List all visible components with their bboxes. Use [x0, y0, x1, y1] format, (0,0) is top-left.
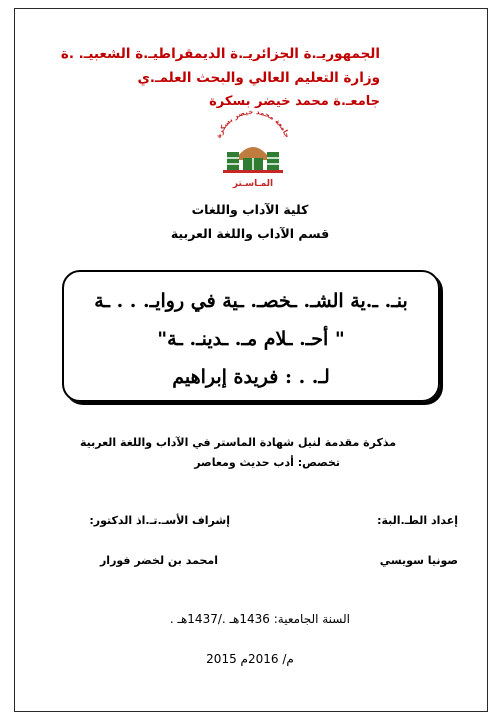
- gregorian-date: 2015 م/ 2016م: [206, 652, 294, 666]
- svg-text:جامعة محمد خيضر بسكرة: [215, 108, 292, 139]
- republic-line: الجمهوريـ.ة الجزائريـ.ة الديمقراطيـ.ة الشعبيـ. .ة: [60, 46, 380, 62]
- title-line-2: " أحـ. ـلام مـ. ـدينـ. ـة": [157, 328, 345, 350]
- memo-specialty: تخصص: أدب حديث ومعاصر: [194, 456, 340, 469]
- supervisor-label: إشراف الأسـ.تـ.اذ الدكتور:: [89, 514, 230, 527]
- logo-arc-text: جامعة محمد خيضر بسكرة: [214, 108, 292, 140]
- logo-caption: المـاسـتر: [232, 179, 274, 189]
- department-name: قسم الآداب واللغة العربية: [170, 226, 330, 241]
- university-line: جامعـ.ة محمد خيضر بسكرة: [209, 94, 380, 109]
- logo-emblem-icon: [205, 108, 301, 196]
- memo-purpose: مذكرة مقدمة لنيل شهادة الماستر في الآداب واللغة العربية: [79, 436, 396, 449]
- title-line-1: بنـ. ـ.ية الشـ. ـخصـ. ـية في روايـ. . . ـة: [94, 290, 408, 312]
- student-label: إعداد الطـ.البة:: [377, 514, 458, 527]
- supervisor-name: امحمد بن لخضر فورار: [99, 554, 218, 567]
- academic-year: السنة الجامعية: 1436هـ ./1437هـ .: [169, 612, 350, 626]
- student-name: صونيا سويسي: [379, 554, 458, 567]
- university-logo: [205, 108, 301, 196]
- ministry-line: وزارة التعليم العالي والبحث العلمـ.ي: [137, 70, 380, 86]
- thesis-title-box: [62, 270, 440, 402]
- title-line-3: لـ. . : فريدة إبراهيم: [172, 366, 330, 388]
- header-block: [60, 42, 380, 114]
- faculty-name: كلية الآداب واللغات: [191, 202, 309, 217]
